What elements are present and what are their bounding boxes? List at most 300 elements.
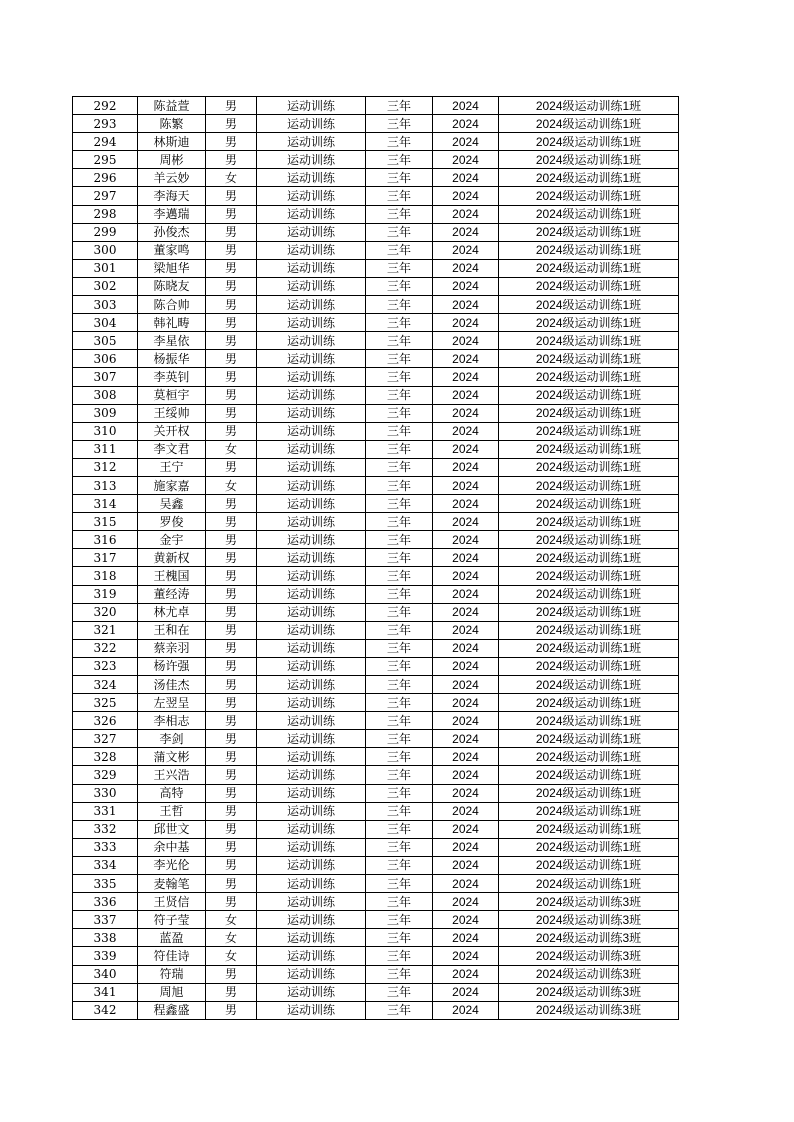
enrollment-year-cell: 2024: [433, 567, 499, 585]
row-number-cell: 311: [73, 440, 138, 458]
major-cell: 运动训练: [257, 368, 366, 386]
major-cell: 运动训练: [257, 748, 366, 766]
class-name-cell: 2024级运动训练3班: [499, 983, 679, 1001]
row-number-cell: 323: [73, 657, 138, 675]
gender-cell: 男: [206, 585, 257, 603]
duration-cell: 三年: [366, 97, 433, 115]
duration-cell: 三年: [366, 875, 433, 893]
row-number-cell: 326: [73, 712, 138, 730]
enrollment-year-cell: 2024: [433, 730, 499, 748]
enrollment-year-cell: 2024: [433, 422, 499, 440]
duration-cell: 三年: [366, 314, 433, 332]
gender-cell: 男: [206, 223, 257, 241]
student-name-cell: 程鑫盛: [138, 1001, 206, 1019]
class-name-cell: 2024级运动训练1班: [499, 241, 679, 259]
row-number-cell: 342: [73, 1001, 138, 1019]
major-cell: 运动训练: [257, 187, 366, 205]
table-row: [73, 277, 679, 295]
major-cell: 运动训练: [257, 911, 366, 929]
duration-cell: 三年: [366, 929, 433, 947]
row-number-cell: 305: [73, 332, 138, 350]
enrollment-year-cell: 2024: [433, 748, 499, 766]
enrollment-year-cell: 2024: [433, 929, 499, 947]
table-row: [73, 169, 679, 187]
student-name-cell: 陈晓友: [138, 277, 206, 295]
enrollment-year-cell: 2024: [433, 151, 499, 169]
major-cell: 运动训练: [257, 332, 366, 350]
enrollment-year-cell: 2024: [433, 513, 499, 531]
row-number-cell: 341: [73, 983, 138, 1001]
gender-cell: 男: [206, 458, 257, 476]
class-name-cell: 2024级运动训练1班: [499, 404, 679, 422]
duration-cell: 三年: [366, 748, 433, 766]
gender-cell: 男: [206, 133, 257, 151]
duration-cell: 三年: [366, 784, 433, 802]
student-name-cell: 金宇: [138, 531, 206, 549]
class-name-cell: 2024级运动训练1班: [499, 549, 679, 567]
class-name-cell: 2024级运动训练1班: [499, 368, 679, 386]
duration-cell: 三年: [366, 947, 433, 965]
class-name-cell: 2024级运动训练1班: [499, 657, 679, 675]
major-cell: 运动训练: [257, 766, 366, 784]
row-number-cell: 295: [73, 151, 138, 169]
student-name-cell: 林尤卓: [138, 603, 206, 621]
enrollment-year-cell: 2024: [433, 241, 499, 259]
enrollment-year-cell: 2024: [433, 1001, 499, 1019]
row-number-cell: 336: [73, 893, 138, 911]
table-row: [73, 730, 679, 748]
row-number-cell: 325: [73, 694, 138, 712]
class-name-cell: 2024级运动训练1班: [499, 712, 679, 730]
row-number-cell: 300: [73, 241, 138, 259]
student-name-cell: 杨许强: [138, 657, 206, 675]
major-cell: 运动训练: [257, 965, 366, 983]
class-name-cell: 2024级运动训练1班: [499, 476, 679, 494]
class-name-cell: 2024级运动训练1班: [499, 187, 679, 205]
student-name-cell: 林斯迪: [138, 133, 206, 151]
major-cell: 运动训练: [257, 440, 366, 458]
class-name-cell: 2024级运动训练1班: [499, 151, 679, 169]
row-number-cell: 309: [73, 404, 138, 422]
duration-cell: 三年: [366, 440, 433, 458]
duration-cell: 三年: [366, 531, 433, 549]
student-name-cell: 符瑞: [138, 965, 206, 983]
row-number-cell: 316: [73, 531, 138, 549]
major-cell: 运动训练: [257, 513, 366, 531]
duration-cell: 三年: [366, 350, 433, 368]
duration-cell: 三年: [366, 676, 433, 694]
table-row: [73, 223, 679, 241]
major-cell: 运动训练: [257, 712, 366, 730]
row-number-cell: 338: [73, 929, 138, 947]
gender-cell: 男: [206, 983, 257, 1001]
class-name-cell: 2024级运动训练3班: [499, 929, 679, 947]
major-cell: 运动训练: [257, 947, 366, 965]
row-number-cell: 340: [73, 965, 138, 983]
class-name-cell: 2024级运动训练1班: [499, 205, 679, 223]
student-name-cell: 蒲文彬: [138, 748, 206, 766]
major-cell: 运动训练: [257, 549, 366, 567]
table-row: [73, 440, 679, 458]
class-name-cell: 2024级运动训练1班: [499, 350, 679, 368]
row-number-cell: 293: [73, 115, 138, 133]
table-row: [73, 404, 679, 422]
duration-cell: 三年: [366, 386, 433, 404]
class-name-cell: 2024级运动训练1班: [499, 133, 679, 151]
major-cell: 运动训练: [257, 97, 366, 115]
row-number-cell: 312: [73, 458, 138, 476]
student-name-cell: 周彬: [138, 151, 206, 169]
student-name-cell: 王和在: [138, 621, 206, 639]
gender-cell: 男: [206, 621, 257, 639]
table-row: [73, 187, 679, 205]
table-row: [73, 983, 679, 1001]
table-row: [73, 115, 679, 133]
duration-cell: 三年: [366, 151, 433, 169]
enrollment-year-cell: 2024: [433, 350, 499, 368]
row-number-cell: 299: [73, 223, 138, 241]
class-name-cell: 2024级运动训练1班: [499, 585, 679, 603]
student-name-cell: 施家嘉: [138, 476, 206, 494]
table-row: [73, 97, 679, 115]
enrollment-year-cell: 2024: [433, 476, 499, 494]
major-cell: 运动训练: [257, 603, 366, 621]
student-name-cell: 陈繁: [138, 115, 206, 133]
class-name-cell: 2024级运动训练1班: [499, 97, 679, 115]
row-number-cell: 321: [73, 621, 138, 639]
enrollment-year-cell: 2024: [433, 332, 499, 350]
row-number-cell: 303: [73, 296, 138, 314]
major-cell: 运动训练: [257, 422, 366, 440]
duration-cell: 三年: [366, 983, 433, 1001]
enrollment-year-cell: 2024: [433, 277, 499, 295]
enrollment-year-cell: 2024: [433, 259, 499, 277]
gender-cell: 男: [206, 676, 257, 694]
table-row: [73, 893, 679, 911]
class-name-cell: 2024级运动训练1班: [499, 875, 679, 893]
table-row: [73, 151, 679, 169]
major-cell: 运动训练: [257, 350, 366, 368]
duration-cell: 三年: [366, 820, 433, 838]
enrollment-year-cell: 2024: [433, 585, 499, 603]
enrollment-year-cell: 2024: [433, 766, 499, 784]
enrollment-year-cell: 2024: [433, 386, 499, 404]
gender-cell: 男: [206, 603, 257, 621]
gender-cell: 男: [206, 965, 257, 983]
gender-cell: 男: [206, 151, 257, 169]
enrollment-year-cell: 2024: [433, 603, 499, 621]
enrollment-year-cell: 2024: [433, 965, 499, 983]
student-name-cell: 王兴浩: [138, 766, 206, 784]
table-row: [73, 259, 679, 277]
student-name-cell: 麦翰笔: [138, 875, 206, 893]
student-name-cell: 莫桓宇: [138, 386, 206, 404]
enrollment-year-cell: 2024: [433, 296, 499, 314]
student-name-cell: 李星依: [138, 332, 206, 350]
class-name-cell: 2024级运动训练1班: [499, 531, 679, 549]
enrollment-year-cell: 2024: [433, 911, 499, 929]
table-row: [73, 748, 679, 766]
enrollment-year-cell: 2024: [433, 983, 499, 1001]
row-number-cell: 294: [73, 133, 138, 151]
student-name-cell: 李文君: [138, 440, 206, 458]
enrollment-year-cell: 2024: [433, 440, 499, 458]
class-name-cell: 2024级运动训练1班: [499, 223, 679, 241]
class-name-cell: 2024级运动训练1班: [499, 621, 679, 639]
gender-cell: 男: [206, 296, 257, 314]
table-row: [73, 766, 679, 784]
class-name-cell: 2024级运动训练1班: [499, 332, 679, 350]
roster-body: [73, 97, 679, 1020]
student-name-cell: 王哲: [138, 802, 206, 820]
major-cell: 运动训练: [257, 639, 366, 657]
enrollment-year-cell: 2024: [433, 368, 499, 386]
enrollment-year-cell: 2024: [433, 458, 499, 476]
table-row: [73, 495, 679, 513]
class-name-cell: 2024级运动训练3班: [499, 965, 679, 983]
gender-cell: 男: [206, 712, 257, 730]
student-name-cell: 董经涛: [138, 585, 206, 603]
student-name-cell: 邱世文: [138, 820, 206, 838]
enrollment-year-cell: 2024: [433, 947, 499, 965]
enrollment-year-cell: 2024: [433, 314, 499, 332]
duration-cell: 三年: [366, 639, 433, 657]
duration-cell: 三年: [366, 296, 433, 314]
table-row: [73, 639, 679, 657]
enrollment-year-cell: 2024: [433, 639, 499, 657]
row-number-cell: 328: [73, 748, 138, 766]
major-cell: 运动训练: [257, 784, 366, 802]
duration-cell: 三年: [366, 205, 433, 223]
class-name-cell: 2024级运动训练1班: [499, 314, 679, 332]
row-number-cell: 331: [73, 802, 138, 820]
class-name-cell: 2024级运动训练1班: [499, 730, 679, 748]
row-number-cell: 320: [73, 603, 138, 621]
class-name-cell: 2024级运动训练1班: [499, 386, 679, 404]
gender-cell: 女: [206, 169, 257, 187]
table-row: [73, 205, 679, 223]
major-cell: 运动训练: [257, 1001, 366, 1019]
table-row: [73, 838, 679, 856]
gender-cell: 女: [206, 476, 257, 494]
table-row: [73, 531, 679, 549]
duration-cell: 三年: [366, 404, 433, 422]
class-name-cell: 2024级运动训练1班: [499, 784, 679, 802]
student-name-cell: 杨振华: [138, 350, 206, 368]
class-name-cell: 2024级运动训练1班: [499, 802, 679, 820]
enrollment-year-cell: 2024: [433, 820, 499, 838]
major-cell: 运动训练: [257, 567, 366, 585]
gender-cell: 男: [206, 115, 257, 133]
table-row: [73, 549, 679, 567]
class-name-cell: 2024级运动训练1班: [499, 766, 679, 784]
gender-cell: 男: [206, 241, 257, 259]
major-cell: 运动训练: [257, 802, 366, 820]
major-cell: 运动训练: [257, 585, 366, 603]
row-number-cell: 298: [73, 205, 138, 223]
enrollment-year-cell: 2024: [433, 133, 499, 151]
duration-cell: 三年: [366, 567, 433, 585]
student-name-cell: 王绥帅: [138, 404, 206, 422]
table-row: [73, 603, 679, 621]
student-name-cell: 黄新权: [138, 549, 206, 567]
row-number-cell: 314: [73, 495, 138, 513]
student-name-cell: 符佳诗: [138, 947, 206, 965]
table-row: [73, 422, 679, 440]
class-name-cell: 2024级运动训练1班: [499, 676, 679, 694]
enrollment-year-cell: 2024: [433, 676, 499, 694]
table-row: [73, 784, 679, 802]
duration-cell: 三年: [366, 476, 433, 494]
gender-cell: 女: [206, 440, 257, 458]
duration-cell: 三年: [366, 621, 433, 639]
gender-cell: 男: [206, 639, 257, 657]
student-name-cell: 董家鸣: [138, 241, 206, 259]
row-number-cell: 317: [73, 549, 138, 567]
class-name-cell: 2024级运动训练1班: [499, 115, 679, 133]
class-name-cell: 2024级运动训练1班: [499, 495, 679, 513]
duration-cell: 三年: [366, 766, 433, 784]
gender-cell: 女: [206, 947, 257, 965]
row-number-cell: 297: [73, 187, 138, 205]
student-name-cell: 左翌呈: [138, 694, 206, 712]
enrollment-year-cell: 2024: [433, 531, 499, 549]
class-name-cell: 2024级运动训练1班: [499, 639, 679, 657]
row-number-cell: 306: [73, 350, 138, 368]
student-name-cell: 羊云妙: [138, 169, 206, 187]
gender-cell: 女: [206, 929, 257, 947]
student-name-cell: 梁旭华: [138, 259, 206, 277]
class-name-cell: 2024级运动训练1班: [499, 422, 679, 440]
major-cell: 运动训练: [257, 404, 366, 422]
enrollment-year-cell: 2024: [433, 712, 499, 730]
gender-cell: 男: [206, 856, 257, 874]
duration-cell: 三年: [366, 838, 433, 856]
gender-cell: 男: [206, 314, 257, 332]
table-row: [73, 1001, 679, 1019]
row-number-cell: 333: [73, 838, 138, 856]
gender-cell: 男: [206, 549, 257, 567]
row-number-cell: 327: [73, 730, 138, 748]
table-row: [73, 368, 679, 386]
gender-cell: 男: [206, 531, 257, 549]
student-name-cell: 蓝盈: [138, 929, 206, 947]
duration-cell: 三年: [366, 115, 433, 133]
duration-cell: 三年: [366, 657, 433, 675]
major-cell: 运动训练: [257, 296, 366, 314]
table-row: [73, 694, 679, 712]
student-name-cell: 李剑: [138, 730, 206, 748]
table-row: [73, 332, 679, 350]
duration-cell: 三年: [366, 458, 433, 476]
gender-cell: 男: [206, 694, 257, 712]
enrollment-year-cell: 2024: [433, 621, 499, 639]
row-number-cell: 322: [73, 639, 138, 657]
row-number-cell: 319: [73, 585, 138, 603]
table-row: [73, 820, 679, 838]
table-row: [73, 567, 679, 585]
major-cell: 运动训练: [257, 133, 366, 151]
duration-cell: 三年: [366, 893, 433, 911]
duration-cell: 三年: [366, 585, 433, 603]
table-row: [73, 911, 679, 929]
major-cell: 运动训练: [257, 694, 366, 712]
gender-cell: 男: [206, 332, 257, 350]
row-number-cell: 334: [73, 856, 138, 874]
major-cell: 运动训练: [257, 838, 366, 856]
duration-cell: 三年: [366, 965, 433, 983]
class-name-cell: 2024级运动训练1班: [499, 820, 679, 838]
duration-cell: 三年: [366, 712, 433, 730]
class-name-cell: 2024级运动训练1班: [499, 838, 679, 856]
student-name-cell: 王槐国: [138, 567, 206, 585]
enrollment-year-cell: 2024: [433, 802, 499, 820]
table-row: [73, 676, 679, 694]
enrollment-year-cell: 2024: [433, 97, 499, 115]
duration-cell: 三年: [366, 223, 433, 241]
gender-cell: 男: [206, 205, 257, 223]
duration-cell: 三年: [366, 856, 433, 874]
duration-cell: 三年: [366, 911, 433, 929]
gender-cell: 男: [206, 495, 257, 513]
major-cell: 运动训练: [257, 929, 366, 947]
student-roster-table: [72, 96, 679, 1020]
table-row: [73, 621, 679, 639]
table-row: [73, 585, 679, 603]
major-cell: 运动训练: [257, 386, 366, 404]
gender-cell: 男: [206, 350, 257, 368]
student-name-cell: 陈益萱: [138, 97, 206, 115]
major-cell: 运动训练: [257, 621, 366, 639]
table-row: [73, 513, 679, 531]
table-row: [73, 314, 679, 332]
gender-cell: 男: [206, 784, 257, 802]
major-cell: 运动训练: [257, 458, 366, 476]
student-name-cell: 李光伦: [138, 856, 206, 874]
table-row: [73, 241, 679, 259]
major-cell: 运动训练: [257, 205, 366, 223]
major-cell: 运动训练: [257, 476, 366, 494]
enrollment-year-cell: 2024: [433, 169, 499, 187]
class-name-cell: 2024级运动训练3班: [499, 911, 679, 929]
student-name-cell: 吴鑫: [138, 495, 206, 513]
duration-cell: 三年: [366, 730, 433, 748]
major-cell: 运动训练: [257, 820, 366, 838]
enrollment-year-cell: 2024: [433, 549, 499, 567]
student-name-cell: 韩礼畴: [138, 314, 206, 332]
table-row: [73, 929, 679, 947]
table-row: [73, 965, 679, 983]
gender-cell: 男: [206, 875, 257, 893]
class-name-cell: 2024级运动训练1班: [499, 513, 679, 531]
enrollment-year-cell: 2024: [433, 875, 499, 893]
student-name-cell: 高特: [138, 784, 206, 802]
class-name-cell: 2024级运动训练1班: [499, 748, 679, 766]
student-name-cell: 李英钊: [138, 368, 206, 386]
enrollment-year-cell: 2024: [433, 893, 499, 911]
gender-cell: 男: [206, 97, 257, 115]
major-cell: 运动训练: [257, 169, 366, 187]
class-name-cell: 2024级运动训练1班: [499, 567, 679, 585]
duration-cell: 三年: [366, 133, 433, 151]
enrollment-year-cell: 2024: [433, 856, 499, 874]
row-number-cell: 315: [73, 513, 138, 531]
student-name-cell: 王贤信: [138, 893, 206, 911]
gender-cell: 男: [206, 422, 257, 440]
row-number-cell: 307: [73, 368, 138, 386]
enrollment-year-cell: 2024: [433, 115, 499, 133]
major-cell: 运动训练: [257, 241, 366, 259]
